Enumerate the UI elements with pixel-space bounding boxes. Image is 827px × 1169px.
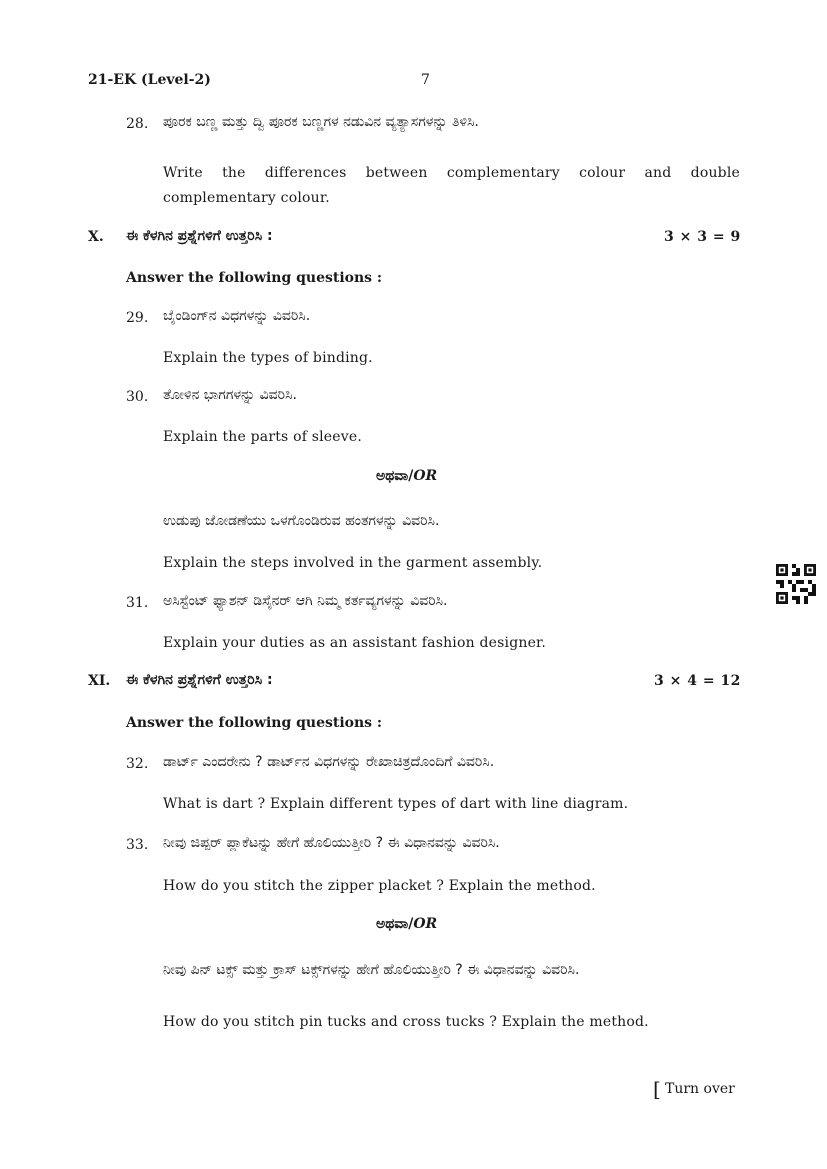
question-number-31: 31. bbox=[126, 595, 149, 611]
section-xi-label: XI. bbox=[88, 673, 111, 689]
question-30-english: Explain the parts of sleeve. bbox=[163, 429, 363, 445]
question-number-30: 30. bbox=[126, 389, 149, 405]
or-separator-2: ಅಥವಾ/OR bbox=[376, 916, 438, 932]
question-33-alt-kannada: ನೀವು ಪಿನ್ ಟಕ್ಸ್ ಮತ್ತು ಕ್ರಾಸ್ ಟಕ್ಸ್‌ಗಳನ್ನು ಹೇಗೆ ಹೊಲಿಯುತ್ತೀರಿ ? ಈ ವಿಧಾನವನ್ನು ವಿವರಿಸಿ. bbox=[163, 962, 580, 978]
question-29-english: Explain the types of binding. bbox=[163, 350, 373, 366]
question-31-english: Explain your duties as an assistant fashion designer. bbox=[163, 635, 547, 651]
question-33-english: How do you stitch the zipper placket ? Explain the method. bbox=[163, 878, 596, 894]
section-x-marks: 3 × 3 = 9 bbox=[664, 229, 741, 245]
page-number: 7 bbox=[421, 72, 430, 88]
question-32-kannada: ಡಾರ್ಟ್ ಎಂದರೇನು ? ಡಾರ್ಟ್‌ನ ವಿಧಗಳನ್ನು ರೇಖಾಚಿತ್ರದೊಂದಿಗೆ ವಿವರಿಸಿ. bbox=[163, 754, 495, 770]
question-number-32: 32. bbox=[126, 756, 149, 772]
question-30-kannada: ತೋಳಿನ ಭಾಗಗಳನ್ನು ವಿವರಿಸಿ. bbox=[163, 387, 297, 403]
question-30-alt-kannada: ಉಡುಪು ಜೋಡಣೆಯು ಒಳಗೊಂಡಿರುವ ಹಂತಗಳನ್ನು ವಿವರಿಸಿ. bbox=[163, 513, 440, 529]
question-31-kannada: ಅಸಿಸ್ಟೆಂಟ್ ಫ್ಯಾಶನ್ ಡಿಸೈನರ್ ಆಗಿ ನಿಮ್ಮ ಕರ್ತವ್ಯಗಳನ್ನು ವಿವರಿಸಿ. bbox=[163, 593, 448, 609]
section-xi-instruction-kannada: ಈ ಕೆಳಗಿನ ಪ್ರಶ್ನೆಗಳಿಗೆ ಉತ್ತರಿಸಿ : bbox=[126, 672, 273, 688]
section-x-instruction-english: Answer the following questions : bbox=[126, 270, 383, 286]
question-29-kannada: ಬೈಂಡಿಂಗ್‌ನ ವಿಧಗಳನ್ನು ವಿವರಿಸಿ. bbox=[163, 308, 311, 324]
section-xi-instruction-english: Answer the following questions : bbox=[126, 715, 383, 731]
question-33-kannada: ನೀವು ಜಿಪ್ಪರ್ ಪ್ಲಾಕೆಟನ್ನು ಹೇಗೆ ಹೊಲಿಯುತ್ತೀರಿ ? ಈ ವಿಧಾನವನ್ನು ವಿವರಿಸಿ. bbox=[163, 835, 500, 851]
turn-over-bracket: [ bbox=[653, 1077, 661, 1101]
question-28-english-line2: complementary colour. bbox=[163, 190, 330, 206]
question-32-english: What is dart ? Explain different types of dart with line diagram. bbox=[163, 796, 629, 812]
or-separator-1: ಅಥವಾ/OR bbox=[376, 468, 438, 484]
section-xi-marks: 3 × 4 = 12 bbox=[654, 673, 741, 689]
question-33-alt-english: How do you stitch pin tucks and cross tucks ? Explain the method. bbox=[163, 1014, 649, 1030]
question-number-29: 29. bbox=[126, 310, 149, 326]
question-30-alt-english: Explain the steps involved in the garment assembly. bbox=[163, 555, 543, 571]
paper-code: 21-EK (Level-2) bbox=[88, 72, 211, 88]
question-28-english-line1: Write the differences between complementary colour and double bbox=[163, 165, 740, 181]
question-28-kannada: ಪೂರಕ ಬಣ್ಣ ಮತ್ತು ದ್ವಿ ಪೂರಕ ಬಣ್ಣಗಳ ನಡುವಿನ ವ್ಯತ್ಯಾಸಗಳನ್ನು ತಿಳಿಸಿ. bbox=[163, 114, 479, 130]
question-number-28: 28. bbox=[126, 116, 149, 132]
section-x-label: X. bbox=[88, 229, 104, 245]
question-number-33: 33. bbox=[126, 837, 149, 853]
section-x-instruction-kannada: ಈ ಕೆಳಗಿನ ಪ್ರಶ್ನೆಗಳಿಗೆ ಉತ್ತರಿಸಿ : bbox=[126, 228, 273, 244]
qr-code-icon bbox=[776, 564, 816, 604]
turn-over-text: Turn over bbox=[665, 1081, 735, 1097]
